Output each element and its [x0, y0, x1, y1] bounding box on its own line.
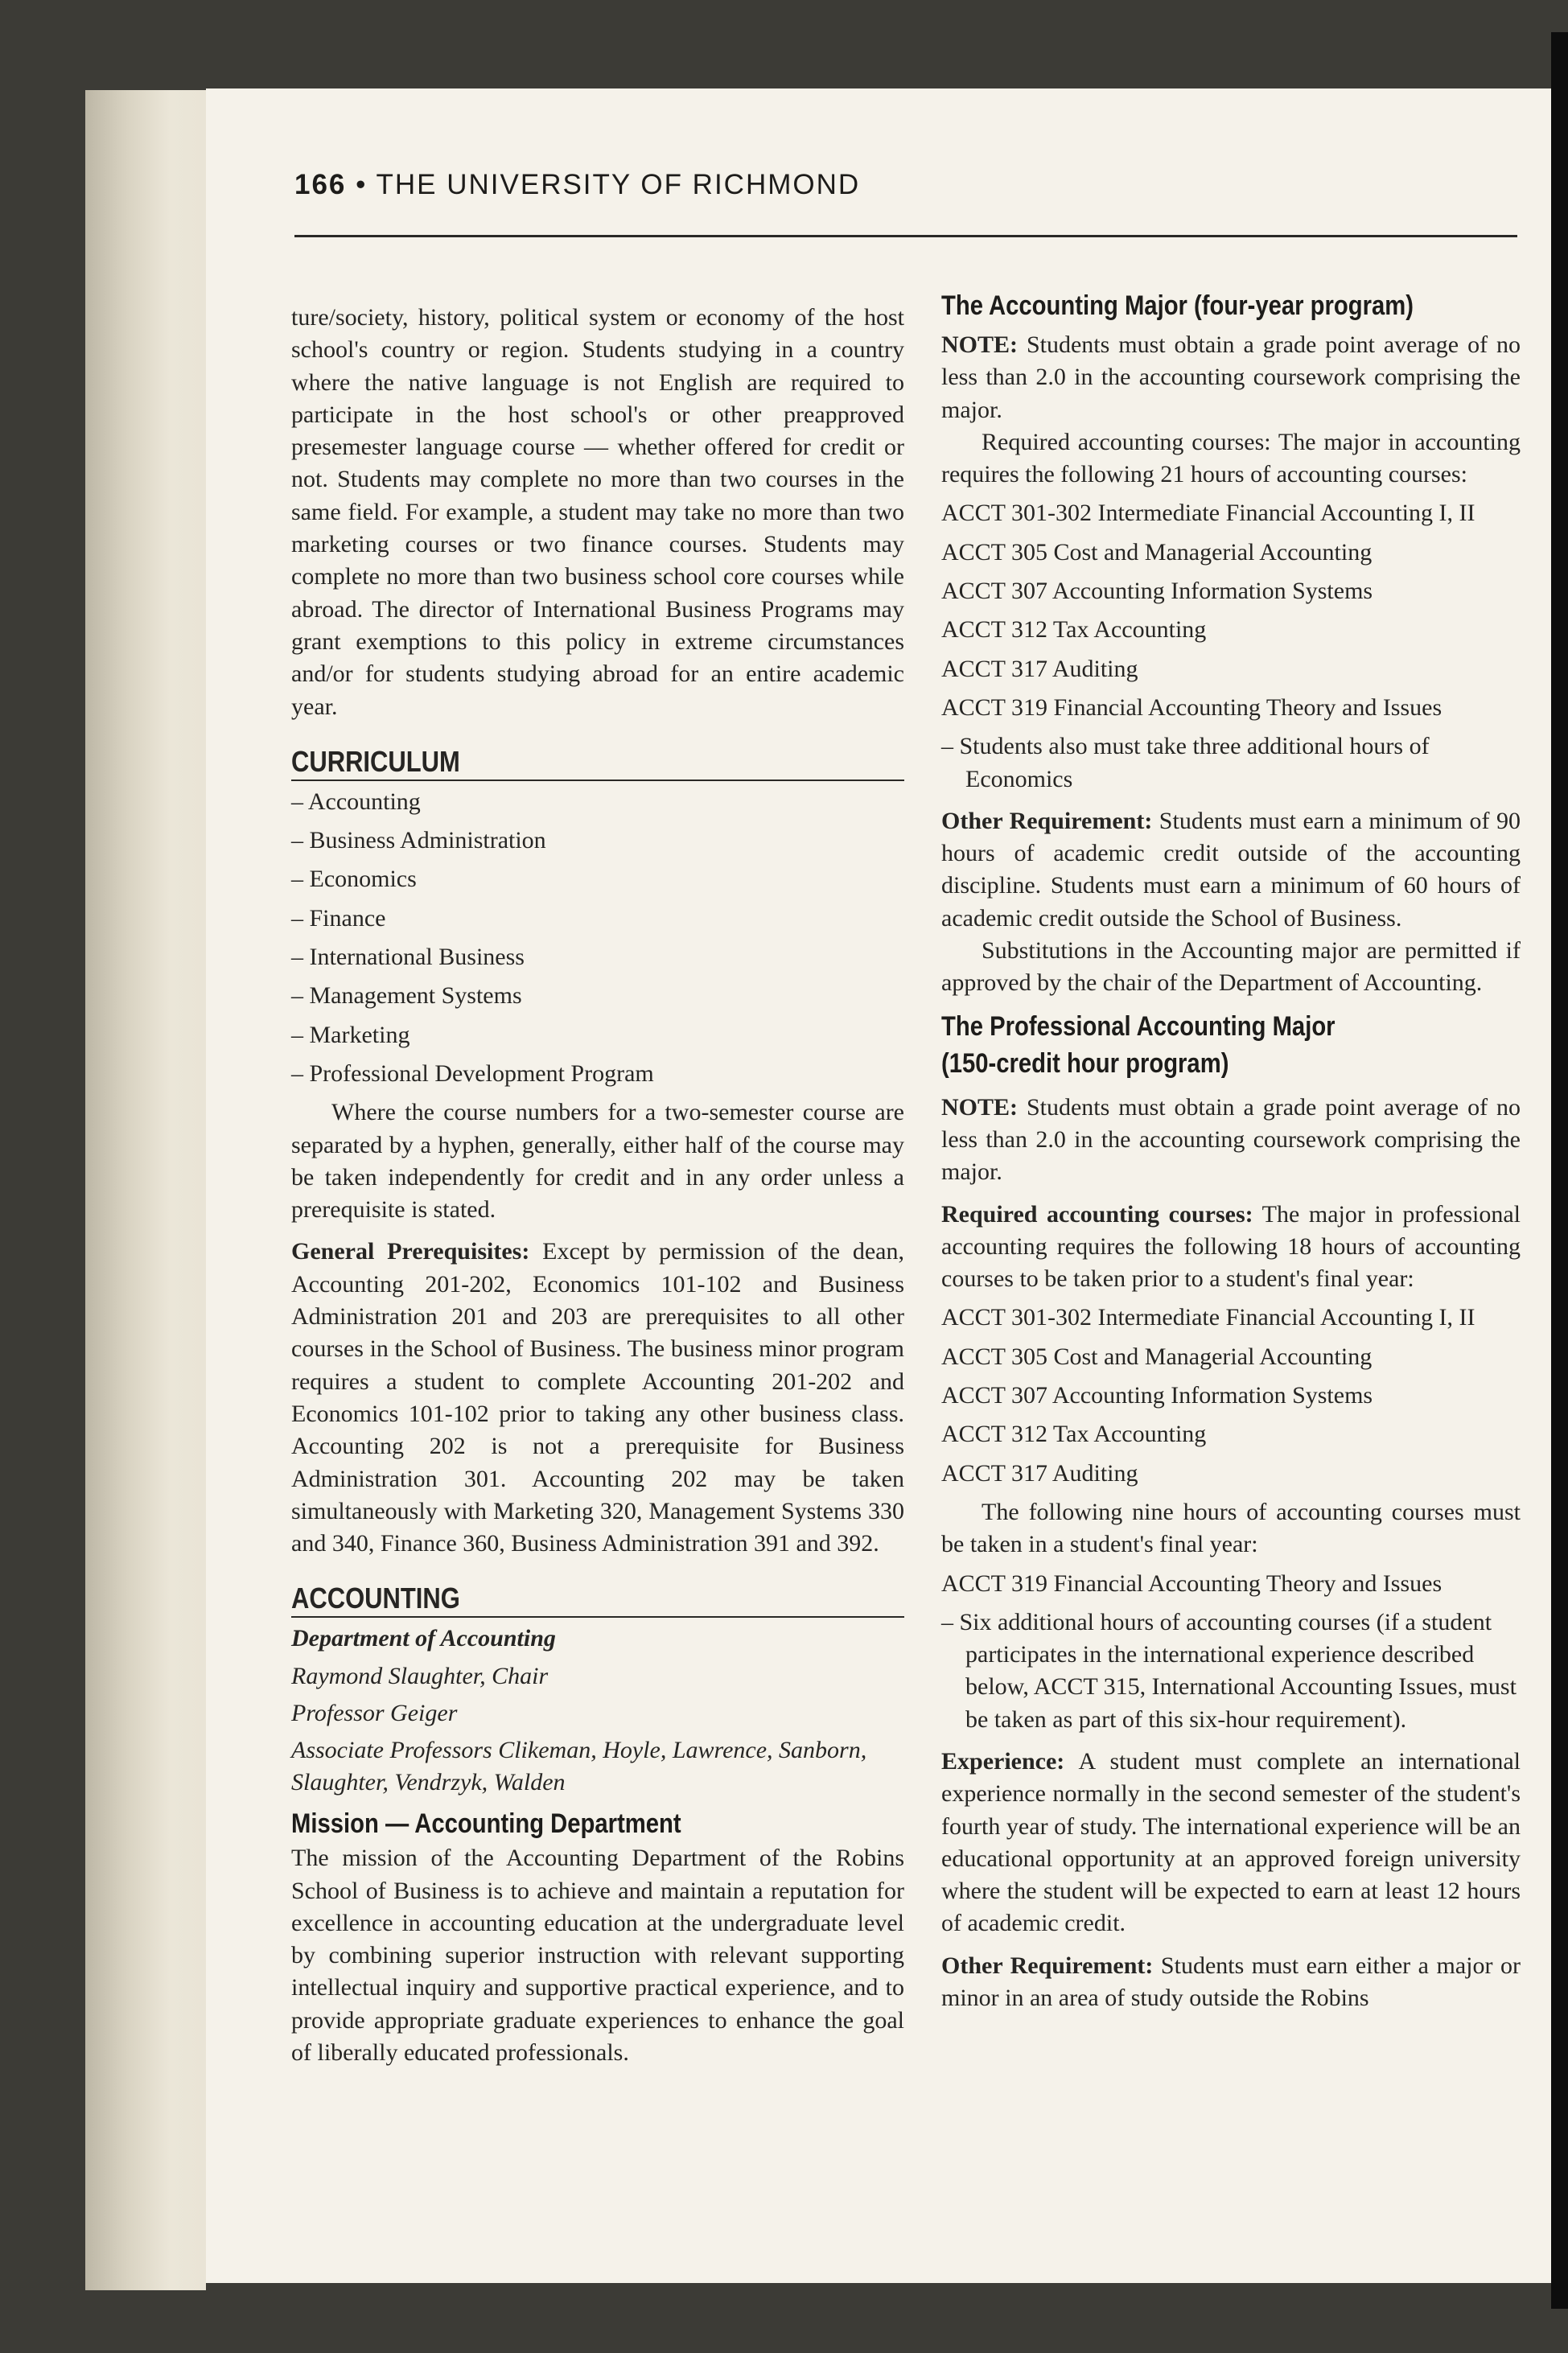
faculty-professor: Professor Geiger — [291, 1699, 458, 1726]
mission-paragraph: The mission of the Accounting Department of the Robins School of Business is to achieve and maintain a reputation for excellence in accounting education at the undergraduate level by combining superior instruction with relevant supporting intellectual inquiry and supportive practical experience, and to provide appropriate graduate experiences to enhance the goal of liberally educated professionals. — [291, 1845, 904, 2067]
note-lead: NOTE: — [941, 331, 1019, 358]
list-item: – Six additional hours of accounting courses (if a student participates in the international experience described below, ACCT 315, International Accounting Issues, must be taken as part of this six-hour requirement). — [941, 1608, 1517, 1733]
general-prerequisites-paragraph — [291, 1236, 904, 1560]
professional-required — [941, 1199, 1521, 1296]
list-item: ACCT 301-302 Intermediate Financial Accounting I, II — [941, 1304, 1475, 1331]
other-requirement-lead: Other Requirement: — [941, 1952, 1154, 1979]
experience-paragraph — [941, 1746, 1521, 1940]
experience-text: A student must complete an international experience normally in the second semester of the student's fourth year of study. The international experience will be an educational opportunity at an approved foreign university where the student will be expected to earn at least 12 hours of academic credit. — [941, 1747, 1521, 1937]
list-item: – Accounting — [291, 788, 421, 815]
note-lead: NOTE: — [941, 1093, 1019, 1121]
four-year-course-list — [941, 497, 1521, 724]
list-item: ACCT 305 Cost and Managerial Accounting — [941, 1343, 1373, 1370]
list-item: ACCT 301-302 Intermediate Financial Accounting I, II — [941, 500, 1475, 527]
six-hours-requirement — [941, 1606, 1521, 1736]
left-column — [291, 302, 904, 2069]
list-item: ACCT 319 Financial Accounting Theory and Issues — [941, 693, 1442, 721]
scan-background-edge — [1551, 32, 1568, 2309]
department-name: Department of Accounting — [291, 1625, 556, 1652]
faculty-associate-professors: Associate Professors Clikeman, Hoyle, Lawrence, Sanborn, Slaughter, Vendrzyk, Walden — [291, 1737, 867, 1796]
list-item: ACCT 305 Cost and Managerial Accounting — [941, 538, 1373, 566]
four-year-required: Required accounting courses: The major in accounting requires the following 21 hours of accounting courses: — [941, 428, 1521, 488]
other-requirement-lead: Other Requirement: — [941, 807, 1153, 834]
list-item: ACCT 319 Financial Accounting Theory and Issues — [941, 1569, 1442, 1597]
list-item: ACCT 312 Tax Accounting — [941, 616, 1207, 644]
list-item: – Professional Development Program — [291, 1059, 654, 1087]
note-text: Students must obtain a grade point average of no less than 2.0 in the accounting coursework comprising the major. — [941, 1093, 1521, 1186]
list-item: – Finance — [291, 904, 386, 932]
list-item: – Students also must take three additional hours of Economics — [941, 733, 1430, 792]
professional-course-list — [941, 1302, 1521, 1489]
four-year-other-requirement — [941, 805, 1521, 935]
page-number: 166 — [294, 169, 347, 200]
list-item: – Management Systems — [291, 982, 522, 1010]
four-year-major-heading: The Accounting Major (four-year program) — [941, 290, 1414, 321]
right-column — [941, 290, 1521, 2014]
four-year-note — [941, 329, 1521, 426]
list-item: – Business Administration — [291, 827, 546, 854]
professional-other-requirement — [941, 1950, 1521, 2015]
final-year-course-list — [941, 1568, 1521, 1600]
prerequisites-text: Except by permission of the dean, Accounting 201-202, Economics 101-102 and Business Administration 201 and 203 are prerequisites to all other courses in the School of Business. The business minor program requires a student to complete Accounting 201-202 and Economics 101-102 prior to taking any other business class. Accounting 202 is not a prerequisite for Business Administration 301. Accounting 202 may be taken simultaneously with Marketing 320, Management Systems 330 and 340, Finance 360, Business Administration 391 and 392. — [291, 1238, 904, 1557]
list-item: – Marketing — [291, 1021, 410, 1048]
list-item: – Economics — [291, 866, 417, 893]
mission-heading: Mission — Accounting Department — [291, 1808, 681, 1840]
list-item: ACCT 307 Accounting Information Systems — [941, 1382, 1373, 1409]
final-year-paragraph: The following nine hours of accounting courses must be taken in a student's final year: — [941, 1498, 1521, 1558]
header-title: THE UNIVERSITY OF RICHMOND — [376, 169, 861, 200]
list-item: ACCT 312 Tax Accounting — [941, 1421, 1207, 1448]
study-abroad-paragraph: ture/society, history, political system or economy of the host school's country or region. Students studying in a country where the native language is not English are required to participate in the host school's or other preapproved presemester language course — whether offered for credit or not. Students may complete no more than two courses in the same field. For example, a student may take no more than two marketing courses or two finance courses. Students may complete no more than two business school core courses while abroad. The director of International Business Programs may grant exemptions to this policy in extreme circumstances and/or for students studying abroad for an entire academic year. — [291, 304, 904, 720]
accounting-heading: ACCOUNTING — [291, 1581, 904, 1618]
substitutions-paragraph: Substitutions in the Accounting major are permitted if approved by the chair of the Department of Accounting. — [941, 937, 1521, 997]
required-lead: Required accounting courses: — [941, 1200, 1253, 1228]
experience-lead: Experience: — [941, 1747, 1065, 1775]
economics-requirement — [941, 730, 1521, 796]
list-item: ACCT 317 Auditing — [941, 1459, 1138, 1487]
header-bullet: • — [356, 169, 368, 200]
faculty-chair: Raymond Slaughter, Chair — [291, 1662, 549, 1689]
list-item: – International Business — [291, 944, 525, 971]
required-text: The major in professional accounting requires the following 18 hours of accounting courses to be taken prior to a student's final year: — [941, 1200, 1521, 1293]
header-text — [294, 169, 860, 201]
book-page-edges — [85, 90, 206, 2290]
other-requirement-text: Students must earn either a major or minor in an area of study outside the Robins — [941, 1952, 1521, 2012]
professional-note — [941, 1092, 1521, 1189]
curriculum-list — [291, 786, 904, 1090]
course-numbers-note: Where the course numbers for a two-semester course are separated by a hyphen, generally, either half of the course may be taken independently for credit and in any order unless a prerequisite is stated. — [291, 1099, 904, 1224]
curriculum-heading: CURRICULUM — [291, 744, 904, 781]
note-text: Students must obtain a grade point average of no less than 2.0 in the accounting coursework comprising the major. — [941, 331, 1521, 423]
professional-major-heading: The Professional Accounting Major (150-credit hour program) — [941, 1010, 1335, 1079]
list-item: ACCT 307 Accounting Information Systems — [941, 578, 1373, 605]
other-requirement-text: Students must earn a minimum of 90 hours of academic credit outside of the accounting discipline. Students must earn a minimum of 60 hours of academic credit outside the School of Business. — [941, 807, 1521, 932]
document-page — [206, 88, 1551, 2283]
running-header — [294, 169, 1517, 237]
prerequisites-lead: General Prerequisites: — [291, 1238, 530, 1265]
list-item: ACCT 317 Auditing — [941, 655, 1138, 682]
